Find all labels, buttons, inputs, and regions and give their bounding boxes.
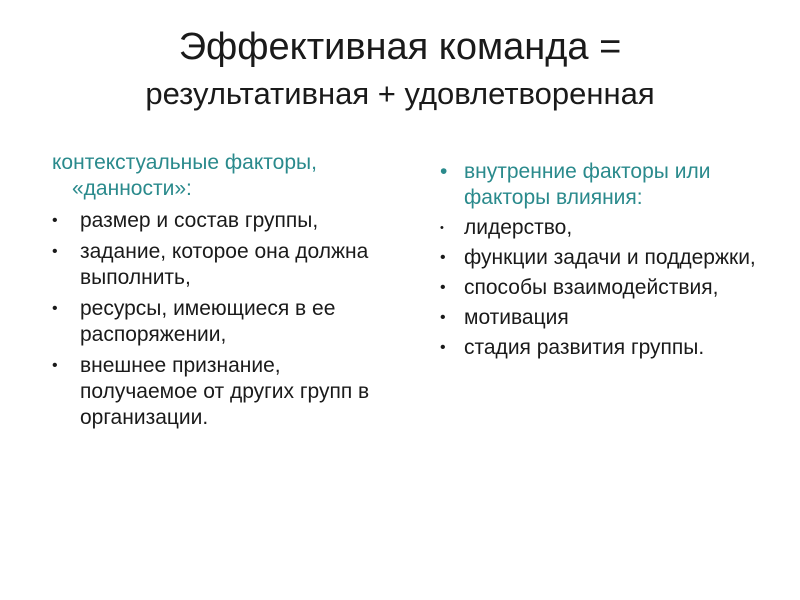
slide-title — [0, 24, 800, 114]
heading-bullet-icon: • — [440, 160, 448, 183]
list-item — [440, 275, 780, 301]
title-line-1: Эффективная команда = — [178, 26, 622, 68]
right-column-heading — [440, 159, 780, 211]
bullet-icon: • — [440, 279, 446, 296]
bullet-icon: • — [440, 222, 444, 234]
right-heading-text: внутренние факторы или факторы влияния: — [464, 160, 711, 209]
list-item — [52, 353, 392, 431]
list-item — [52, 239, 392, 291]
list-item-text: размер и состав группы, — [80, 209, 319, 232]
bullet-icon: • — [440, 339, 446, 356]
bullet-icon: • — [52, 357, 58, 374]
bullet-icon: • — [52, 212, 58, 229]
list-item — [52, 296, 392, 348]
bullet-icon: • — [52, 300, 58, 317]
list-item-text: стадия развития группы. — [464, 336, 705, 359]
list-item-text: внешнее признание, получаемое от других групп в организации. — [80, 354, 370, 429]
list-item-text: лидерство, — [464, 216, 573, 239]
left-heading-line-1: контекстуальные факторы, — [52, 151, 317, 174]
left-column — [52, 150, 392, 436]
right-factor-list — [440, 215, 780, 361]
list-item-text: ресурсы, имеющиеся в ее распоряжении, — [80, 297, 336, 346]
right-column — [440, 159, 780, 365]
title-line-2: результативная + удовлетворенная — [145, 76, 655, 111]
left-heading-line-2: «данности»: — [72, 177, 192, 200]
list-item — [440, 215, 780, 241]
list-item-text: мотивация — [464, 306, 569, 329]
bullet-icon: • — [440, 249, 446, 266]
list-item — [52, 208, 392, 234]
list-item-text: способы взаимодействия, — [464, 276, 719, 299]
list-item-text: функции задачи и поддержки, — [464, 246, 756, 269]
list-item-text: задание, которое она должна выполнить, — [80, 240, 369, 289]
left-column-heading — [52, 150, 392, 202]
list-item — [440, 335, 780, 361]
list-item — [440, 305, 780, 331]
list-item — [440, 245, 780, 271]
bullet-icon: • — [440, 309, 446, 326]
bullet-icon: • — [52, 243, 58, 260]
left-factor-list — [52, 208, 392, 431]
